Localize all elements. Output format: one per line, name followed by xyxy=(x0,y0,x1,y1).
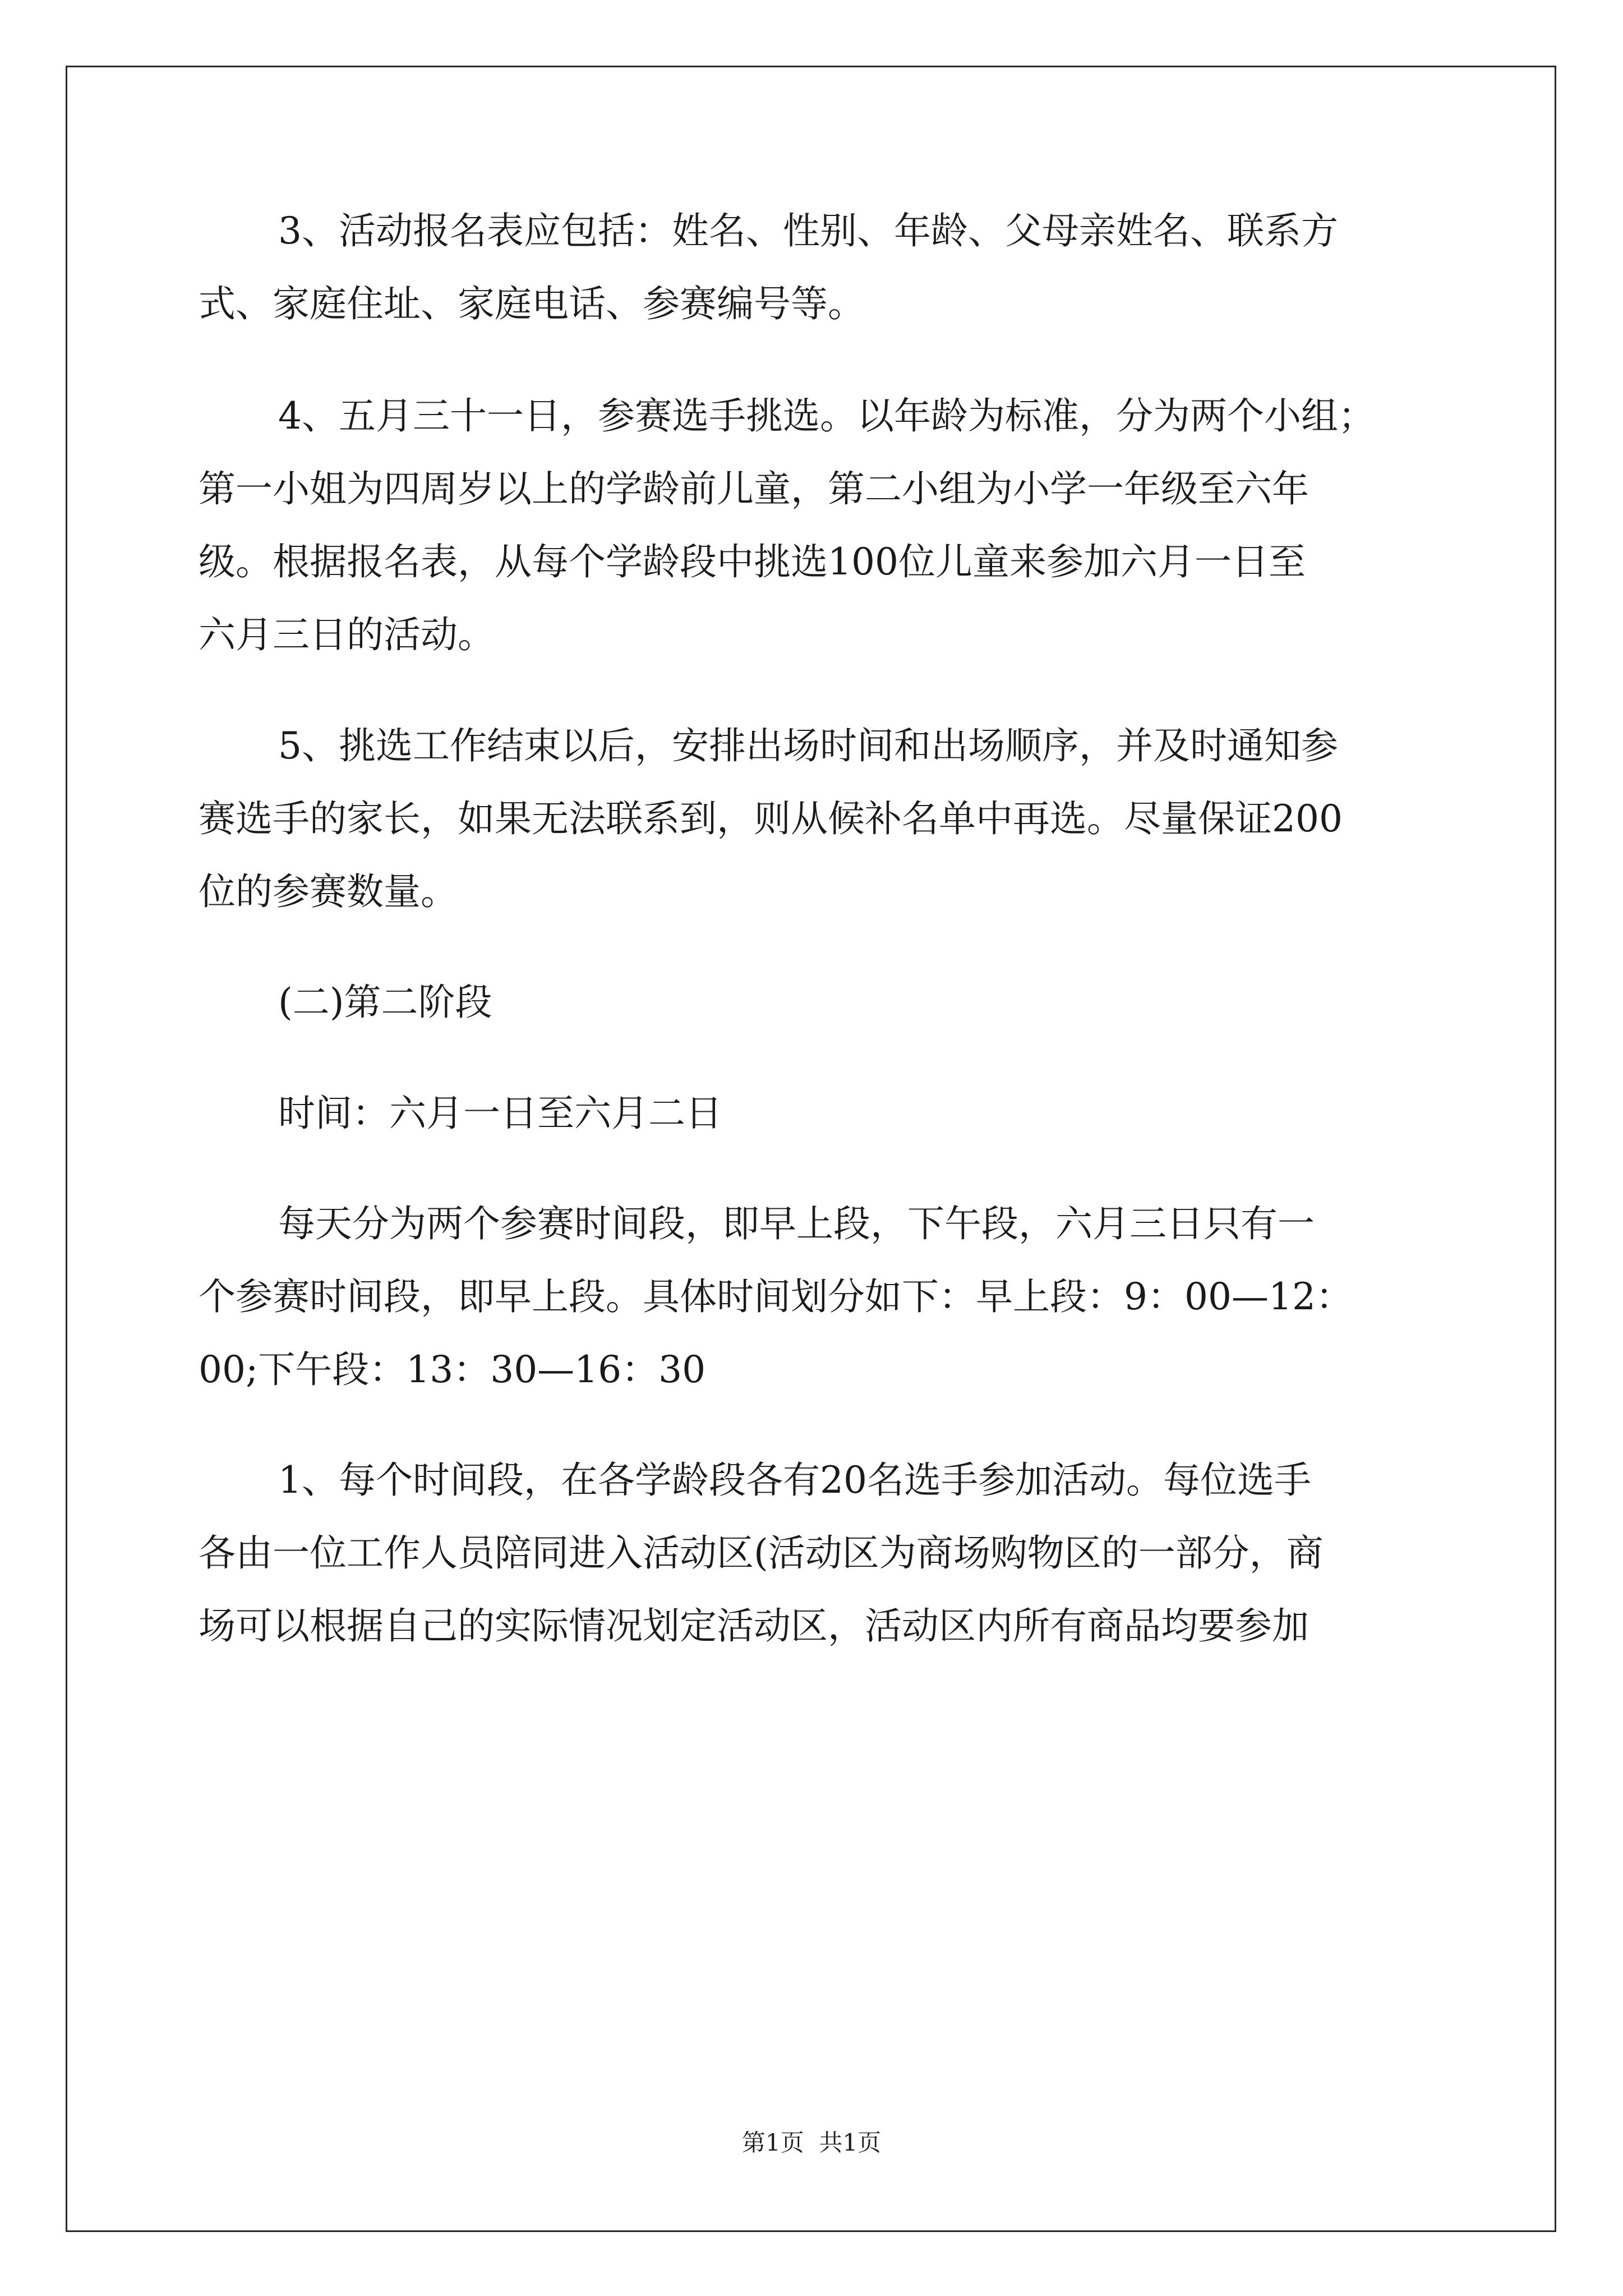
paragraph-line: 时间：六月一日至六月二日 xyxy=(278,1092,722,1135)
paragraph-line: 每天分为两个参赛时间段，即早上段，下午段，六月三日只有一 xyxy=(278,1202,1315,1245)
page-footer: 第1页 共1页 xyxy=(741,2129,882,2156)
paragraph-line: 4、五月三十一日，参赛选手挑选。以年龄为标准，分为两个小组； xyxy=(278,394,1375,438)
paragraph-line: 各由一位工作人员陪同进入活动区(活动区为商场购物区的一部分，商 xyxy=(199,1531,1324,1575)
paragraph-line: 赛选手的家长，如果无法联系到，则从候补名单中再选。尽量保证200 xyxy=(199,797,1343,840)
page-border xyxy=(66,66,1556,2232)
paragraph-line: 00;下午段：13：30—16：30 xyxy=(199,1348,706,1391)
paragraph-line: 场可以根据自己的实际情况划定活动区，活动区内所有商品均要参加 xyxy=(199,1604,1309,1648)
paragraph-line: 个参赛时间段，即早上段。具体时间划分如下：早上段：9：00—12： xyxy=(199,1275,1353,1318)
paragraph-line: 六月三日的活动。 xyxy=(199,613,495,656)
paragraph-line: 第一小姐为四周岁以上的学龄前儿童，第二小组为小学一年级至六年 xyxy=(199,467,1309,510)
section-heading: (二)第二阶段 xyxy=(278,981,492,1024)
paragraph-line: 位的参赛数量。 xyxy=(199,870,458,913)
paragraph-line: 3、活动报名表应包括：姓名、性别、年龄、父母亲姓名、联系方 xyxy=(278,209,1338,252)
paragraph-line: 级。根据报名表，从每个学龄段中挑选100位儿童来参加六月一日至 xyxy=(199,540,1306,583)
paragraph-line: 1、每个时间段，在各学龄段各有20名选手参加活动。每位选手 xyxy=(278,1458,1311,1502)
paragraph-line: 5、挑选工作结束以后，安排出场时间和出场顺序，并及时通知参 xyxy=(278,724,1338,767)
paragraph-line: 式、家庭住址、家庭电话、参赛编号等。 xyxy=(199,282,865,325)
